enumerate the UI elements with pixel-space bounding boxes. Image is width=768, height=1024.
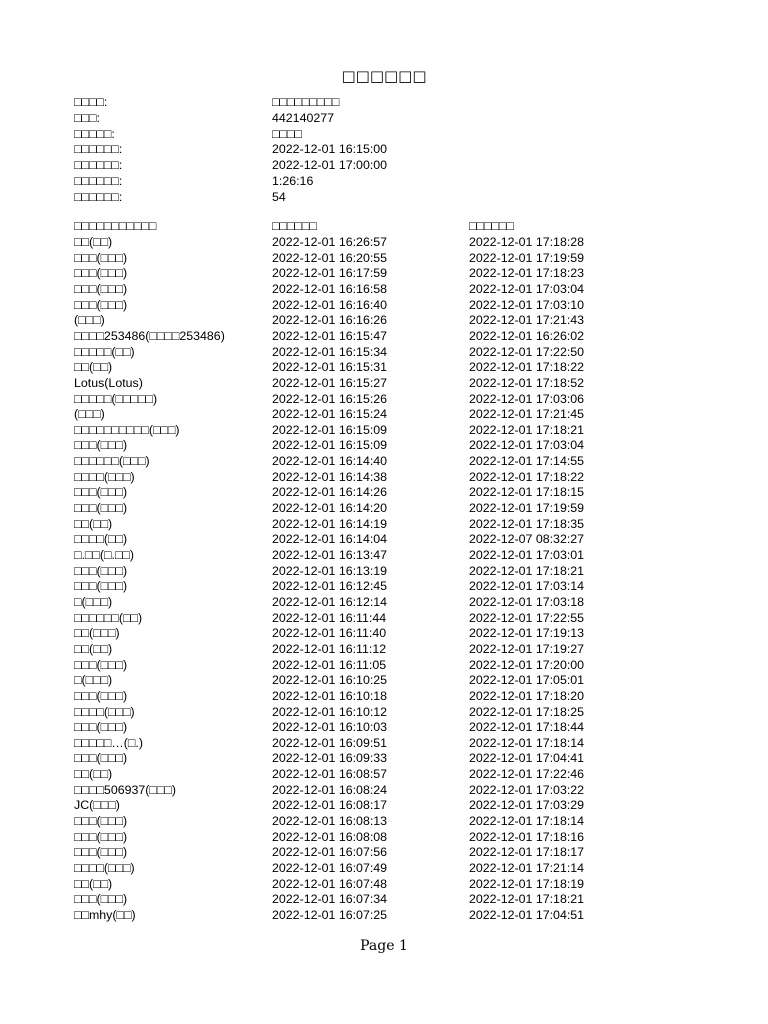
join-time-cell: 2022-12-01 16:14:19 [272, 516, 388, 531]
join-time-cell: 2022-12-01 16:07:48 [272, 876, 388, 891]
leave-time-cell: 2022-12-01 17:18:21 [469, 563, 585, 578]
leave-time-cell: 2022-12-01 17:19:13 [469, 626, 585, 641]
join-time-cell: 2022-12-01 16:16:40 [272, 297, 388, 312]
table-row [0, 281, 768, 297]
join-time-cell: 2022-12-01 16:11:44 [272, 610, 387, 625]
leave-time-cell: 2022-12-01 17:03:29 [469, 798, 585, 813]
info-label: □□□□□: [74, 126, 115, 141]
leave-time-cell: 2022-12-01 17:18:28 [469, 235, 585, 249]
join-time-cell: 2022-12-01 16:15:34 [272, 344, 388, 359]
participant-name-cell: □□□(□□□) [74, 814, 128, 829]
participant-name-cell: □□(□□) [74, 641, 113, 656]
leave-time-cell: 2022-12-01 17:03:10 [469, 297, 585, 312]
join-time-cell: 2022-12-01 16:10:18 [272, 688, 388, 703]
leave-time-cell: 2022-12-01 17:22:55 [469, 610, 585, 625]
table-row [0, 907, 768, 923]
join-time-cell: 2022-12-01 16:26:57 [272, 235, 388, 249]
leave-time-cell: 2022-12-01 17:03:22 [469, 782, 585, 797]
participant-name-cell: □□□(□□□) [74, 250, 128, 265]
table-row [0, 719, 768, 735]
table-row [0, 391, 768, 407]
join-time-cell: 2022-12-01 16:15:24 [272, 407, 388, 422]
column-header: □□□□□□□□□□□ [74, 219, 157, 233]
table-row [0, 563, 768, 579]
info-value: 1:26:16 [272, 173, 314, 188]
participant-name-cell: □□□□(□□□) [74, 704, 135, 719]
table-row [0, 860, 768, 876]
table-row [0, 422, 768, 438]
column-header: □□□□□□ [469, 219, 514, 233]
participant-name-cell: □□□(□□□) [74, 438, 128, 453]
leave-time-cell: 2022-12-01 17:18:25 [469, 704, 585, 719]
join-time-cell: 2022-12-01 16:07:25 [272, 907, 388, 922]
table-row [0, 766, 768, 782]
join-time-cell: 2022-12-01 16:20:55 [272, 250, 388, 265]
participant-name-cell: □□(□□) [74, 235, 113, 249]
leave-time-cell: 2022-12-01 17:18:16 [469, 829, 585, 844]
table-row [0, 437, 768, 453]
join-time-cell: 2022-12-01 16:11:40 [272, 626, 387, 641]
leave-time-cell: 2022-12-01 17:03:06 [469, 391, 585, 406]
participant-name-cell: □□□(□□□) [74, 297, 128, 312]
table-row [0, 547, 768, 563]
join-time-cell: 2022-12-01 16:12:45 [272, 579, 388, 594]
table-row [0, 657, 768, 673]
participant-name-cell: (□□□) [74, 407, 105, 422]
join-time-cell: 2022-12-01 16:08:17 [272, 798, 388, 813]
leave-time-cell: 2022-12-01 17:18:20 [469, 688, 585, 703]
participant-name-cell: JC(□□□) [74, 798, 120, 813]
page-number: Page 1 [360, 938, 408, 954]
leave-time-cell: 2022-12-01 17:03:04 [469, 438, 585, 453]
join-time-cell: 2022-12-01 16:15:09 [272, 422, 388, 437]
leave-time-cell: 2022-12-01 17:19:59 [469, 250, 585, 265]
table-row [0, 531, 768, 547]
info-label: □□□□□□: [74, 173, 123, 188]
leave-time-cell: 2022-12-01 17:18:17 [469, 845, 585, 860]
participant-name-cell: □□□(□□□) [74, 563, 128, 578]
participant-name-cell: □□□(□□□) [74, 751, 128, 766]
participant-name-cell: □□(□□) [74, 516, 113, 531]
table-row [0, 594, 768, 610]
participant-name-cell: □.□□(□.□□) [74, 548, 135, 562]
table-row [0, 234, 768, 250]
participant-name-cell: □□(□□) [74, 767, 113, 782]
participant-name-cell: (□□□) [74, 313, 105, 328]
leave-time-cell: 2022-12-01 17:05:01 [469, 673, 585, 688]
join-time-cell: 2022-12-01 16:15:47 [272, 328, 388, 343]
leave-time-cell: 2022-12-01 17:22:46 [469, 767, 585, 782]
leave-time-cell: 2022-12-01 17:18:52 [469, 375, 585, 390]
info-value: 2022-12-01 17:00:00 [272, 158, 388, 172]
leave-time-cell: 2022-12-01 17:03:04 [469, 281, 585, 296]
column-header: □□□□□□ [272, 219, 317, 233]
leave-time-cell: 2022-12-01 17:04:51 [469, 907, 585, 922]
table-row [0, 876, 768, 892]
table-row [0, 641, 768, 657]
info-row [0, 157, 768, 173]
table-row [0, 891, 768, 907]
table-row [0, 578, 768, 594]
join-time-cell: 2022-12-01 16:14:40 [272, 454, 388, 469]
participant-name-cell: □□□□(□□) [74, 532, 128, 547]
info-label: □□□□□□: [74, 158, 123, 172]
info-label: □□□□□□: [74, 142, 123, 157]
info-row [0, 94, 768, 110]
join-time-cell: 2022-12-01 16:09:33 [272, 751, 388, 766]
info-value: □□□□□□□□□ [272, 95, 340, 109]
info-label: □□□□□□: [74, 189, 123, 204]
table-row [0, 406, 768, 422]
table-row [0, 312, 768, 328]
join-time-cell: 2022-12-01 16:14:04 [272, 532, 388, 547]
info-row [0, 141, 768, 157]
table-row [0, 704, 768, 720]
table-row [0, 735, 768, 751]
leave-time-cell: 2022-12-01 17:03:14 [469, 579, 585, 594]
join-time-cell: 2022-12-01 16:10:12 [272, 704, 388, 719]
table-header-row [0, 218, 768, 234]
leave-time-cell: 2022-12-01 17:20:00 [469, 657, 585, 672]
join-time-cell: 2022-12-01 16:11:05 [272, 657, 387, 672]
leave-time-cell: 2022-12-01 17:18:14 [469, 814, 585, 829]
participant-name-cell: □□□□(□□□) [74, 469, 135, 484]
table-row [0, 516, 768, 532]
participant-name-cell: □□□(□□□) [74, 845, 128, 860]
join-time-cell: 2022-12-01 16:14:20 [272, 501, 388, 516]
join-time-cell: 2022-12-01 16:11:12 [272, 641, 387, 656]
join-time-cell: 2022-12-01 16:12:14 [272, 594, 388, 609]
leave-time-cell: 2022-12-01 16:26:02 [469, 328, 585, 343]
leave-time-cell: 2022-12-01 17:18:22 [469, 360, 585, 375]
info-label: □□□: [74, 110, 100, 125]
participant-name-cell: □□□(□□□) [74, 281, 128, 296]
join-time-cell: 2022-12-01 16:15:09 [272, 438, 388, 453]
participant-name-cell: □□□□(□□□) [74, 861, 135, 875]
table-row [0, 344, 768, 360]
join-time-cell: 2022-12-01 16:13:47 [272, 548, 388, 562]
participant-name-cell: □□□(□□□) [74, 579, 128, 594]
participant-name-cell: □□□(□□□) [74, 485, 128, 500]
info-value: 54 [272, 189, 286, 204]
leave-time-cell: 2022-12-01 17:18:21 [469, 422, 585, 437]
leave-time-cell: 2022-12-01 17:18:23 [469, 266, 585, 281]
table-row [0, 625, 768, 641]
join-time-cell: 2022-12-01 16:08:13 [272, 814, 388, 829]
leave-time-cell: 2022-12-01 17:18:21 [469, 892, 585, 907]
table-row [0, 610, 768, 626]
leave-time-cell: 2022-12-01 17:19:27 [469, 641, 585, 656]
join-time-cell: 2022-12-01 16:07:34 [272, 892, 388, 907]
join-time-cell: 2022-12-01 16:08:08 [272, 829, 388, 844]
table-row [0, 844, 768, 860]
join-time-cell: 2022-12-01 16:15:31 [272, 360, 388, 375]
leave-time-cell: 2022-12-01 17:18:15 [469, 485, 585, 500]
info-row [0, 126, 768, 142]
leave-time-cell: 2022-12-01 17:21:14 [469, 861, 585, 875]
participant-name-cell: □□□(□□□) [74, 657, 128, 672]
participant-name-cell: □□(□□) [74, 360, 113, 375]
leave-time-cell: 2022-12-01 17:03:01 [469, 548, 585, 562]
table-row [0, 797, 768, 813]
join-time-cell: 2022-12-01 16:14:38 [272, 469, 388, 484]
table-row [0, 250, 768, 266]
join-time-cell: 2022-12-01 16:10:25 [272, 673, 388, 688]
participant-name-cell: □□□□□…(□.) [74, 735, 143, 750]
leave-time-cell: 2022-12-01 17:04:41 [469, 751, 585, 766]
info-row [0, 173, 768, 189]
table-row [0, 500, 768, 516]
table-row [0, 375, 768, 391]
participant-name-cell: □□□(□□□) [74, 829, 128, 844]
leave-time-cell: 2022-12-01 17:18:19 [469, 876, 585, 891]
join-time-cell: 2022-12-01 16:16:26 [272, 313, 388, 328]
participant-name-cell: □□□□253486(□□□□253486) [74, 328, 225, 343]
leave-time-cell: 2022-12-07 08:32:27 [469, 532, 585, 547]
participant-name-cell: Lotus(Lotus) [74, 375, 143, 390]
leave-time-cell: 2022-12-01 17:18:44 [469, 720, 585, 735]
participant-name-cell: □□□(□□□) [74, 688, 128, 703]
join-time-cell: 2022-12-01 16:14:26 [272, 485, 388, 500]
join-time-cell: 2022-12-01 16:07:56 [272, 845, 388, 860]
participant-name-cell: □□□□□□(□□□) [74, 454, 150, 469]
table-row [0, 750, 768, 766]
table-row [0, 328, 768, 344]
table-row [0, 782, 768, 798]
participant-name-cell: □□(□□) [74, 876, 113, 891]
participant-name-cell: □□mhy(□□) [74, 907, 136, 922]
info-value: □□□□ [272, 126, 302, 141]
join-time-cell: 2022-12-01 16:08:24 [272, 782, 388, 797]
join-time-cell: 2022-12-01 16:15:27 [272, 375, 388, 390]
leave-time-cell: 2022-12-01 17:03:18 [469, 594, 585, 609]
table-row [0, 688, 768, 704]
leave-time-cell: 2022-12-01 17:18:22 [469, 469, 585, 484]
participant-name-cell: □□□(□□□) [74, 501, 128, 516]
table-row [0, 359, 768, 375]
table-row [0, 672, 768, 688]
participant-name-cell: □(□□□) [74, 594, 113, 609]
participant-name-cell: □□□□□□(□□) [74, 610, 143, 625]
participant-name-cell: □□□□□□□□□□(□□□) [74, 422, 180, 437]
participant-name-cell: □□□(□□□) [74, 720, 128, 735]
leave-time-cell: 2022-12-01 17:14:55 [469, 454, 585, 469]
table-row [0, 813, 768, 829]
join-time-cell: 2022-12-01 16:16:58 [272, 281, 388, 296]
join-time-cell: 2022-12-01 16:13:19 [272, 563, 388, 578]
table-row [0, 484, 768, 500]
info-value: 442140277 [272, 110, 335, 125]
table-row [0, 265, 768, 281]
participant-name-cell: □□□(□□□) [74, 266, 128, 281]
table-row [0, 829, 768, 845]
join-time-cell: 2022-12-01 16:07:49 [272, 861, 388, 875]
info-value: 2022-12-01 16:15:00 [272, 142, 388, 157]
participant-name-cell: □□□□□(□□) [74, 344, 135, 359]
join-time-cell: 2022-12-01 16:15:26 [272, 391, 388, 406]
leave-time-cell: 2022-12-01 17:18:35 [469, 516, 585, 531]
leave-time-cell: 2022-12-01 17:18:14 [469, 735, 585, 750]
table-row [0, 453, 768, 469]
join-time-cell: 2022-12-01 16:17:59 [272, 266, 388, 281]
join-time-cell: 2022-12-01 16:08:57 [272, 767, 388, 782]
leave-time-cell: 2022-12-01 17:19:59 [469, 501, 585, 516]
table-row [0, 297, 768, 313]
participant-name-cell: □□□(□□□) [74, 892, 128, 907]
join-time-cell: 2022-12-01 16:09:51 [272, 735, 388, 750]
info-row [0, 189, 768, 205]
report-title: □□□□□□ [341, 67, 427, 85]
participant-name-cell: □□□□506937(□□□) [74, 782, 176, 797]
leave-time-cell: 2022-12-01 17:21:43 [469, 313, 585, 328]
leave-time-cell: 2022-12-01 17:21:45 [469, 407, 585, 422]
leave-time-cell: 2022-12-01 17:22:50 [469, 344, 585, 359]
table-row [0, 469, 768, 485]
join-time-cell: 2022-12-01 16:10:03 [272, 720, 388, 735]
info-row [0, 110, 768, 126]
participant-name-cell: □□(□□□) [74, 626, 120, 641]
participant-name-cell: □(□□□) [74, 673, 113, 688]
participant-name-cell: □□□□□(□□□□□) [74, 391, 158, 406]
info-label: □□□□: [74, 95, 108, 109]
